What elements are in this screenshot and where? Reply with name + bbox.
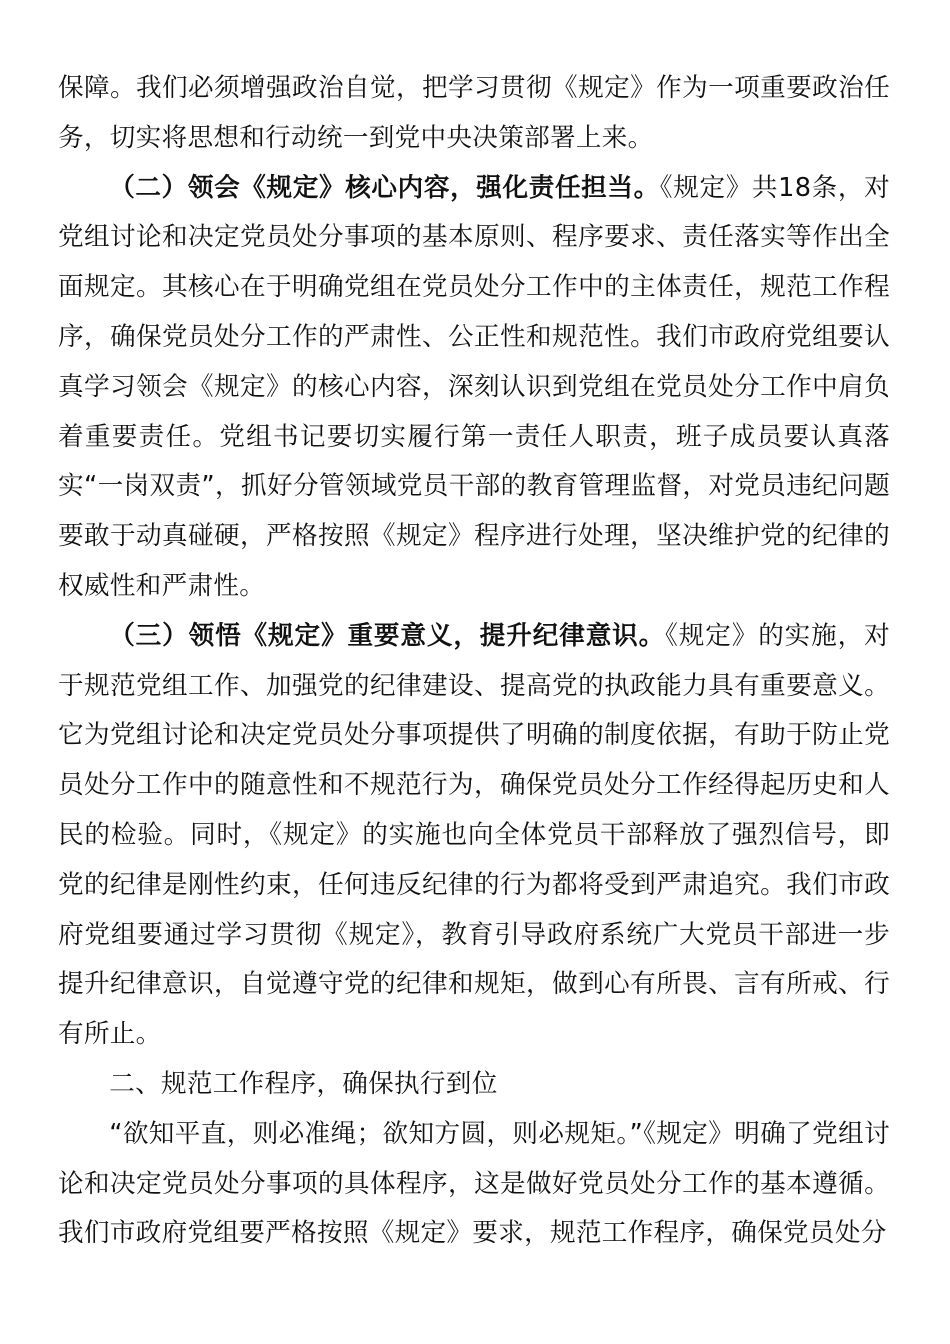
paragraph-lead-heading: （二）领会《规定》核心内容，强化责任担当。	[109, 172, 660, 203]
paragraph-section-two	[58, 164, 890, 612]
paragraph-text: 《规定》共18条，对党组讨论和决定党员处分事项的基本原则、程序要求、责任落实等作出全面规定。其核心在于明确党组在党员处分工作中的主体责任，规范工作程序，确保党员处分工作的严肃性、公正性和规范性。我们市政府党组要认真学习领会《规定》的核心内容，深刻认识到党组在党员处分工作中肩负着重要责任。党组书记要切实履行第一责任人职责，班子成员要认真落实“一岗双责”，抓好分管领域党员干部的教育管理监督，对党员违纪问题要敢于动真碰硬，严格按照《规定》程序进行处理，坚决维护党的纪律的权威性和严肃性。	[58, 172, 890, 601]
section-heading: 二、规范工作程序，确保执行到位	[109, 1068, 498, 1099]
paragraph-lead-heading: （三）领悟《规定》重要意义，提升纪律意识。	[109, 620, 666, 651]
document-page	[58, 64, 890, 1259]
paragraph-continuation	[58, 64, 890, 164]
paragraph-closing	[58, 1110, 890, 1259]
paragraph-text: 《规定》的实施，对于规范党组工作、加强党的纪律建设、提高党的执政能力具有重要意义。它为党组讨论和决定党员处分事项提供了明确的制度依据，有助于防止党员处分工作中的随意性和不规范行为，确保党员处分工作经得起历史和人民的检验。同时，《规定》的实施也向全体党员干部释放了强烈信号，即党的纪律是刚性约束，任何违反纪律的行为都将受到严肃追究。我们市政府党组要通过学习贯彻《规定》，教育引导政府系统广大党员干部进一步提升纪律意识，自觉遵守党的纪律和规矩，做到心有所畏、言有所戒、行有所止。	[58, 620, 890, 1050]
paragraph-section-three	[58, 612, 890, 1060]
paragraph-text: “欲知平直，则必准绳；欲知方圆，则必规矩。”《规定》明确了党组讨论和决定党员处分事项的具体程序，这是做好党员处分工作的基本遵循。我们市政府党组要严格按照《规定》要求，规范工作程序，确保党员处分	[58, 1118, 890, 1249]
paragraph-text: 保障。我们必须增强政治自觉，把学习贯彻《规定》作为一项重要政治任务，切实将思想和行动统一到党中央决策部署上来。	[58, 73, 890, 153]
